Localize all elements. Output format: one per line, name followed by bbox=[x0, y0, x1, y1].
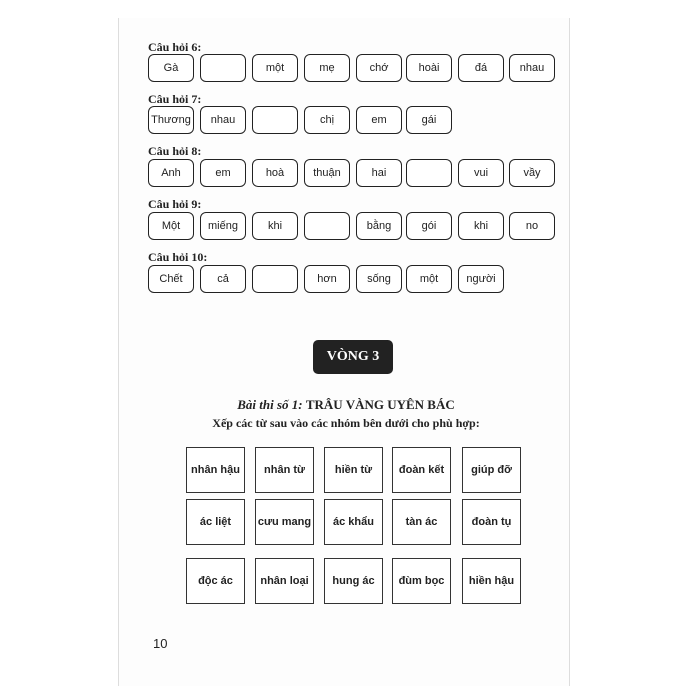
grid-cell[interactable]: hiền từ bbox=[324, 447, 383, 493]
blank-box[interactable] bbox=[252, 265, 298, 293]
grid-cell[interactable]: đoàn tụ bbox=[462, 499, 521, 545]
word-box: vầy bbox=[509, 159, 555, 187]
word-box: Thương bbox=[148, 106, 194, 134]
word-box: cả bbox=[200, 265, 246, 293]
word-box: em bbox=[356, 106, 402, 134]
word-box: hơn bbox=[304, 265, 350, 293]
grid-cell[interactable]: hiền hậu bbox=[462, 558, 521, 604]
grid-cell[interactable]: nhân loại bbox=[255, 558, 314, 604]
blank-box[interactable] bbox=[252, 106, 298, 134]
word-box: em bbox=[200, 159, 246, 187]
word-box: chớ bbox=[356, 54, 402, 82]
word-box: khi bbox=[252, 212, 298, 240]
grid-cell[interactable]: tàn ác bbox=[392, 499, 451, 545]
word-box: gói bbox=[406, 212, 452, 240]
grid-cell[interactable]: ác khẩu bbox=[324, 499, 383, 545]
grid-cell[interactable]: đùm bọc bbox=[392, 558, 451, 604]
word-box: gái bbox=[406, 106, 452, 134]
grid-cell[interactable]: cưu mang bbox=[255, 499, 314, 545]
word-box: hoà bbox=[252, 159, 298, 187]
blank-box[interactable] bbox=[304, 212, 350, 240]
word-grid bbox=[186, 447, 522, 605]
word-box: khi bbox=[458, 212, 504, 240]
grid-cell[interactable]: giúp đỡ bbox=[462, 447, 521, 493]
exercise-name: TRÂU VÀNG UYÊN BÁC bbox=[305, 397, 455, 412]
grid-cell[interactable]: đoàn kết bbox=[392, 447, 451, 493]
question-label: Câu hỏi 10: bbox=[148, 250, 208, 264]
grid-cell[interactable]: ác liệt bbox=[186, 499, 245, 545]
grid-cell[interactable]: nhân từ bbox=[255, 447, 314, 493]
word-box: Chết bbox=[148, 265, 194, 293]
question-label: Câu hỏi 6: bbox=[148, 40, 202, 54]
page-number: 10 bbox=[153, 636, 168, 651]
question-label: Câu hỏi 7: bbox=[148, 92, 202, 106]
round-badge: VÒNG 3 bbox=[313, 340, 393, 374]
word-box: nhau bbox=[200, 106, 246, 134]
word-box: Gà bbox=[148, 54, 194, 82]
word-box: vui bbox=[458, 159, 504, 187]
word-box: miếng bbox=[200, 212, 246, 240]
grid-cell[interactable]: nhân hậu bbox=[186, 447, 245, 493]
question-label: Câu hỏi 9: bbox=[148, 197, 202, 211]
question-label: Câu hỏi 8: bbox=[148, 144, 202, 158]
word-box: đá bbox=[458, 54, 504, 82]
word-box: mẹ bbox=[304, 54, 350, 82]
grid-cell[interactable]: hung ác bbox=[324, 558, 383, 604]
word-box: hai bbox=[356, 159, 402, 187]
word-box: chị bbox=[304, 106, 350, 134]
word-box: bằng bbox=[356, 212, 402, 240]
blank-box[interactable] bbox=[200, 54, 246, 82]
word-box: sống bbox=[356, 265, 402, 293]
word-box: no bbox=[509, 212, 555, 240]
word-box: Anh bbox=[148, 159, 194, 187]
word-box: Một bbox=[148, 212, 194, 240]
word-box: hoài bbox=[406, 54, 452, 82]
word-box: thuận bbox=[304, 159, 350, 187]
word-box: nhau bbox=[509, 54, 555, 82]
exercise-title bbox=[150, 397, 542, 413]
word-box: một bbox=[252, 54, 298, 82]
instruction: Xếp các từ sau vào các nhóm bên dưới cho phù hợp: bbox=[212, 416, 480, 430]
exercise-prefix: Bài thi số 1: bbox=[237, 397, 303, 412]
grid-cell[interactable]: độc ác bbox=[186, 558, 245, 604]
word-box: một bbox=[406, 265, 452, 293]
blank-box[interactable] bbox=[406, 159, 452, 187]
word-box: người bbox=[458, 265, 504, 293]
